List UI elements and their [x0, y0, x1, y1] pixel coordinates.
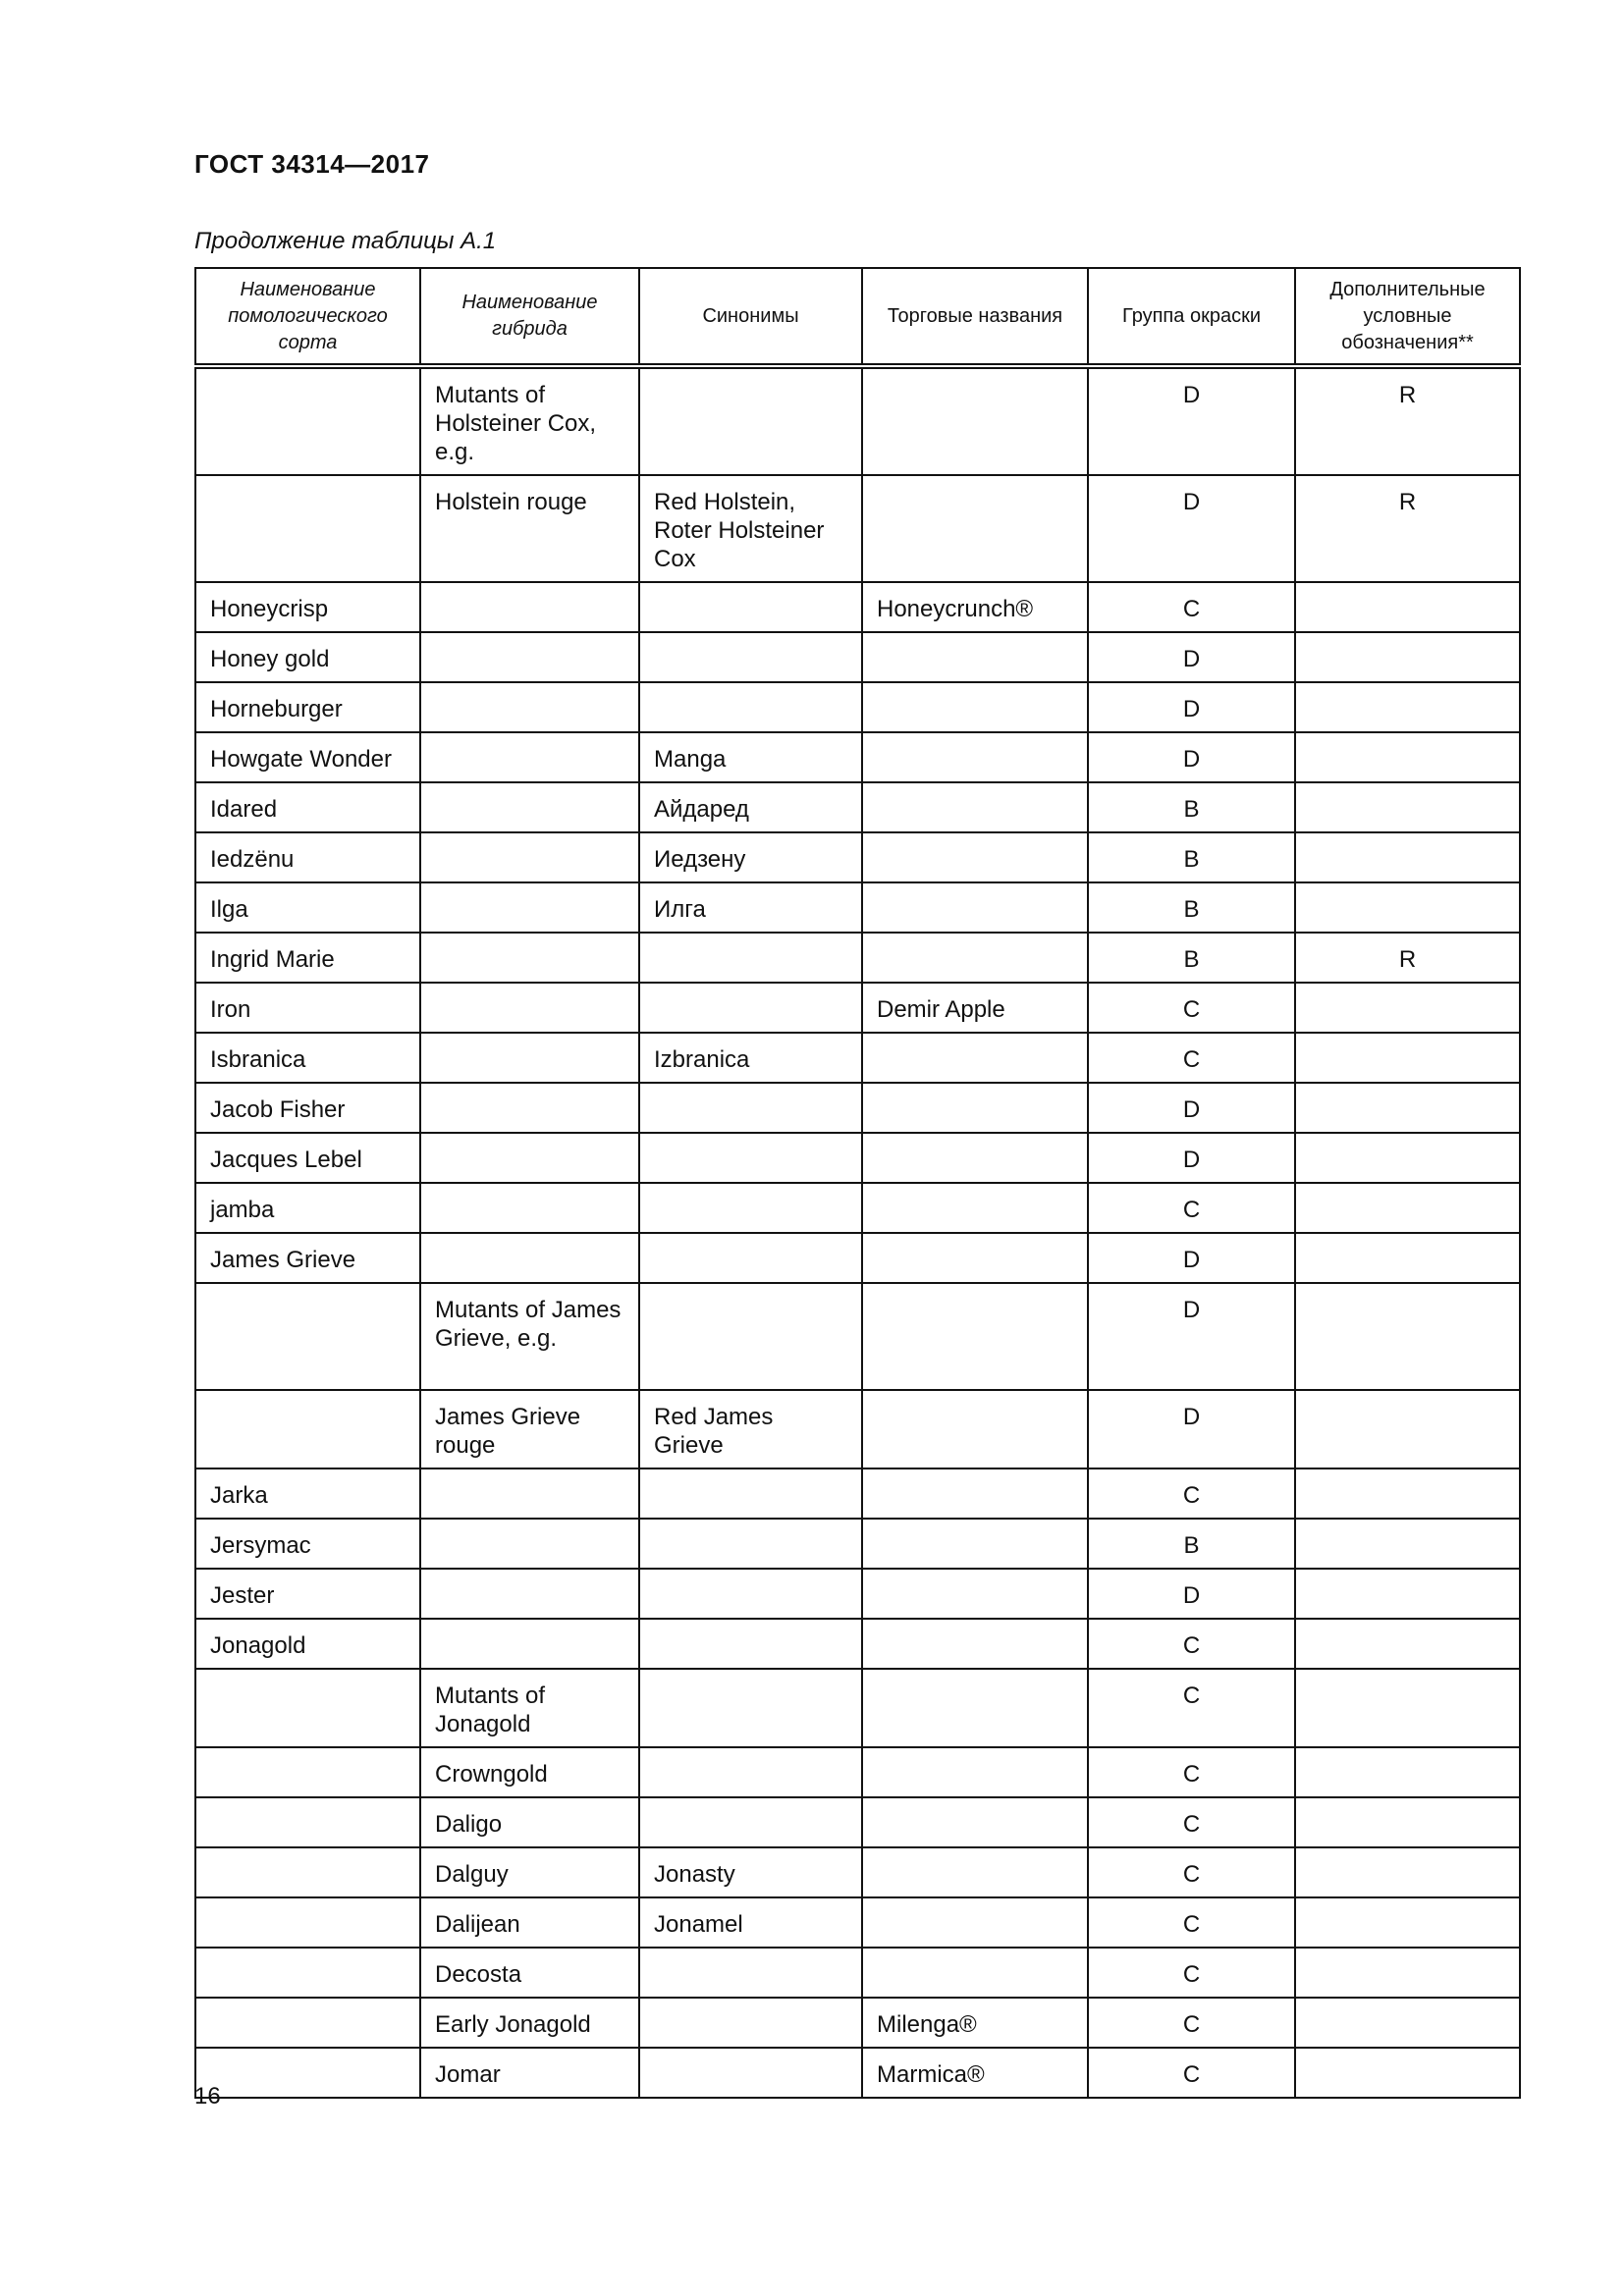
cell-pomological-variety: [195, 1847, 420, 1897]
cell-hybrid-name: Decosta: [420, 1948, 639, 1998]
cell-trade-names: Honeycrunch®: [862, 582, 1088, 632]
cell-hybrid-name: [420, 582, 639, 632]
table-row: [195, 632, 1520, 682]
table-row: [195, 882, 1520, 933]
cell-pomological-variety: [195, 1669, 420, 1747]
cell-hybrid-name: Early Jonagold: [420, 1998, 639, 2048]
cell-color-group: C: [1088, 1998, 1295, 2048]
cell-color-group: D: [1088, 1083, 1295, 1133]
table-row: [195, 1897, 1520, 1948]
cell-synonyms: [639, 1569, 862, 1619]
cell-trade-names: [862, 832, 1088, 882]
table-row: [195, 1183, 1520, 1233]
cell-color-group: C: [1088, 1183, 1295, 1233]
document-header: ГОСТ 34314—2017: [194, 149, 430, 179]
cell-color-group: B: [1088, 882, 1295, 933]
page-number: 16: [194, 2083, 221, 2109]
cell-additional-designations: [1295, 1948, 1520, 1998]
cell-trade-names: [862, 1133, 1088, 1183]
cell-hybrid-name: [420, 933, 639, 983]
cell-color-group: B: [1088, 832, 1295, 882]
table-row: [195, 1519, 1520, 1569]
cell-additional-designations: [1295, 1390, 1520, 1468]
cell-pomological-variety: James Grieve: [195, 1233, 420, 1283]
table-row: [195, 732, 1520, 782]
cell-hybrid-name: Mutants of Holsteiner Cox, e.g.: [420, 366, 639, 475]
cell-synonyms: [639, 1998, 862, 2048]
table-row: [195, 1390, 1520, 1468]
table-row: [195, 1468, 1520, 1519]
table-row: [195, 682, 1520, 732]
cell-hybrid-name: Mutants of James Grieve, e.g.: [420, 1283, 639, 1390]
cell-trade-names: [862, 933, 1088, 983]
table-row: [195, 1033, 1520, 1083]
cell-pomological-variety: Ilga: [195, 882, 420, 933]
header-additional-designations: Дополнительные условные обозначения**: [1295, 268, 1520, 366]
cell-pomological-variety: jamba: [195, 1183, 420, 1233]
cell-pomological-variety: Idared: [195, 782, 420, 832]
cell-additional-designations: [1295, 1569, 1520, 1619]
cell-synonyms: [639, 1797, 862, 1847]
cell-color-group: C: [1088, 1033, 1295, 1083]
cell-synonyms: [639, 1948, 862, 1998]
table-row: [195, 1747, 1520, 1797]
cell-pomological-variety: [195, 2048, 420, 2098]
cell-hybrid-name: [420, 1133, 639, 1183]
cell-color-group: D: [1088, 732, 1295, 782]
cell-trade-names: [862, 632, 1088, 682]
cell-color-group: C: [1088, 1897, 1295, 1948]
cell-color-group: D: [1088, 1390, 1295, 1468]
cell-color-group: C: [1088, 1847, 1295, 1897]
cell-hybrid-name: [420, 1569, 639, 1619]
cell-color-group: C: [1088, 2048, 1295, 2098]
cell-hybrid-name: [420, 1233, 639, 1283]
cell-trade-names: [862, 682, 1088, 732]
cell-synonyms: Jonasty: [639, 1847, 862, 1897]
cell-color-group: D: [1088, 1569, 1295, 1619]
cell-pomological-variety: Iedzënu: [195, 832, 420, 882]
cell-additional-designations: [1295, 1797, 1520, 1847]
cell-trade-names: [862, 1847, 1088, 1897]
header-pomological-variety: Наименование помологического сорта: [195, 268, 420, 366]
cell-additional-designations: [1295, 1183, 1520, 1233]
table-header-row: [195, 268, 1520, 366]
cell-synonyms: [639, 1133, 862, 1183]
cell-trade-names: [862, 1468, 1088, 1519]
cell-additional-designations: [1295, 1083, 1520, 1133]
cell-hybrid-name: [420, 882, 639, 933]
cell-pomological-variety: [195, 1897, 420, 1948]
cell-additional-designations: [1295, 1747, 1520, 1797]
table-row: [195, 832, 1520, 882]
cell-color-group: D: [1088, 1233, 1295, 1283]
cell-hybrid-name: [420, 983, 639, 1033]
cell-color-group: C: [1088, 1747, 1295, 1797]
cell-pomological-variety: Jersymac: [195, 1519, 420, 1569]
cell-color-group: C: [1088, 1619, 1295, 1669]
cell-color-group: C: [1088, 1797, 1295, 1847]
cell-synonyms: [639, 1519, 862, 1569]
cell-trade-names: [862, 732, 1088, 782]
cell-synonyms: Izbranica: [639, 1033, 862, 1083]
table-row: [195, 1233, 1520, 1283]
cell-pomological-variety: [195, 1390, 420, 1468]
cell-pomological-variety: [195, 1747, 420, 1797]
cell-color-group: B: [1088, 1519, 1295, 1569]
cell-hybrid-name: [420, 1519, 639, 1569]
cell-hybrid-name: [420, 732, 639, 782]
cell-pomological-variety: [195, 1998, 420, 2048]
cell-trade-names: [862, 1083, 1088, 1133]
cell-trade-names: [862, 1569, 1088, 1619]
cell-pomological-variety: Honey gold: [195, 632, 420, 682]
cell-trade-names: [862, 1519, 1088, 1569]
table-row: [195, 1847, 1520, 1897]
cell-color-group: D: [1088, 475, 1295, 582]
cell-hybrid-name: Dalijean: [420, 1897, 639, 1948]
cell-hybrid-name: [420, 682, 639, 732]
cell-pomological-variety: [195, 1797, 420, 1847]
cell-pomological-variety: Jacob Fisher: [195, 1083, 420, 1133]
cell-hybrid-name: Jomar: [420, 2048, 639, 2098]
cell-synonyms: [639, 582, 862, 632]
cell-trade-names: [862, 1183, 1088, 1233]
cell-color-group: C: [1088, 983, 1295, 1033]
cell-synonyms: [639, 983, 862, 1033]
cell-additional-designations: [1295, 782, 1520, 832]
header-synonyms: Синонимы: [639, 268, 862, 366]
cell-color-group: D: [1088, 682, 1295, 732]
cell-additional-designations: [1295, 1133, 1520, 1183]
cell-pomological-variety: Iron: [195, 983, 420, 1033]
table-row: [195, 2048, 1520, 2098]
cell-pomological-variety: Horneburger: [195, 682, 420, 732]
cell-additional-designations: R: [1295, 475, 1520, 582]
cell-hybrid-name: Dalguy: [420, 1847, 639, 1897]
cell-pomological-variety: Jester: [195, 1569, 420, 1619]
cell-additional-designations: [1295, 1519, 1520, 1569]
cell-synonyms: [639, 1669, 862, 1747]
table-body: [195, 366, 1520, 2098]
cell-hybrid-name: [420, 832, 639, 882]
cell-additional-designations: [1295, 1897, 1520, 1948]
table-row: [195, 1998, 1520, 2048]
cell-additional-designations: [1295, 1233, 1520, 1283]
cell-additional-designations: [1295, 1468, 1520, 1519]
cell-pomological-variety: Howgate Wonder: [195, 732, 420, 782]
cell-additional-designations: R: [1295, 366, 1520, 475]
cell-additional-designations: [1295, 1619, 1520, 1669]
cell-additional-designations: [1295, 632, 1520, 682]
cell-synonyms: [639, 1468, 862, 1519]
table-row: [195, 933, 1520, 983]
cell-hybrid-name: Mutants of Jonagold: [420, 1669, 639, 1747]
cell-synonyms: Иедзену: [639, 832, 862, 882]
cell-synonyms: Jonamel: [639, 1897, 862, 1948]
cell-synonyms: [639, 1083, 862, 1133]
cell-trade-names: [862, 1283, 1088, 1390]
table-row: [195, 1569, 1520, 1619]
cell-synonyms: Red James Grieve: [639, 1390, 862, 1468]
cell-hybrid-name: James Grieve rouge: [420, 1390, 639, 1468]
table-row: [195, 1619, 1520, 1669]
cell-color-group: C: [1088, 582, 1295, 632]
cell-hybrid-name: [420, 1619, 639, 1669]
cell-pomological-variety: [195, 1283, 420, 1390]
cell-synonyms: [639, 1183, 862, 1233]
cell-pomological-variety: Jarka: [195, 1468, 420, 1519]
table-row: [195, 475, 1520, 582]
cell-synonyms: [639, 632, 862, 682]
cell-synonyms: Red Holstein, Roter Holsteiner Cox: [639, 475, 862, 582]
cell-synonyms: [639, 1233, 862, 1283]
cell-trade-names: [862, 882, 1088, 933]
cell-synonyms: Айдаред: [639, 782, 862, 832]
cell-synonyms: [639, 1747, 862, 1797]
cell-additional-designations: [1295, 1847, 1520, 1897]
cell-pomological-variety: Jacques Lebel: [195, 1133, 420, 1183]
cell-trade-names: [862, 1619, 1088, 1669]
cell-additional-designations: [1295, 2048, 1520, 2098]
cell-additional-designations: [1295, 732, 1520, 782]
cell-color-group: C: [1088, 1669, 1295, 1747]
cell-synonyms: [639, 1619, 862, 1669]
cell-hybrid-name: Daligo: [420, 1797, 639, 1847]
cell-trade-names: Marmica®: [862, 2048, 1088, 2098]
cell-synonyms: Илга: [639, 882, 862, 933]
cell-color-group: B: [1088, 933, 1295, 983]
cell-additional-designations: [1295, 582, 1520, 632]
cell-trade-names: [862, 1669, 1088, 1747]
cell-synonyms: Manga: [639, 732, 862, 782]
cell-hybrid-name: [420, 1083, 639, 1133]
cell-additional-designations: [1295, 1033, 1520, 1083]
cell-trade-names: [862, 1897, 1088, 1948]
header-color-group: Группа окраски: [1088, 268, 1295, 366]
varieties-table: [194, 267, 1521, 2099]
cell-pomological-variety: Isbranica: [195, 1033, 420, 1083]
cell-trade-names: [862, 1390, 1088, 1468]
cell-trade-names: [862, 1948, 1088, 1998]
cell-synonyms: [639, 366, 862, 475]
cell-trade-names: [862, 1233, 1088, 1283]
cell-hybrid-name: [420, 1468, 639, 1519]
table-row: [195, 1948, 1520, 1998]
cell-color-group: D: [1088, 632, 1295, 682]
cell-pomological-variety: Jonagold: [195, 1619, 420, 1669]
cell-trade-names: [862, 475, 1088, 582]
cell-hybrid-name: Crowngold: [420, 1747, 639, 1797]
cell-trade-names: [862, 366, 1088, 475]
cell-trade-names: [862, 1747, 1088, 1797]
cell-hybrid-name: [420, 1033, 639, 1083]
cell-trade-names: Demir Apple: [862, 983, 1088, 1033]
cell-additional-designations: [1295, 983, 1520, 1033]
table-row: [195, 782, 1520, 832]
cell-pomological-variety: [195, 1948, 420, 1998]
cell-additional-designations: [1295, 1998, 1520, 2048]
cell-color-group: C: [1088, 1948, 1295, 1998]
cell-color-group: D: [1088, 1283, 1295, 1390]
table-row: [195, 582, 1520, 632]
cell-hybrid-name: [420, 782, 639, 832]
table-row: [195, 366, 1520, 475]
cell-trade-names: [862, 1797, 1088, 1847]
cell-trade-names: [862, 1033, 1088, 1083]
table-row: [195, 983, 1520, 1033]
table-row: [195, 1083, 1520, 1133]
cell-synonyms: [639, 933, 862, 983]
cell-trade-names: Milenga®: [862, 1998, 1088, 2048]
table-row: [195, 1797, 1520, 1847]
cell-color-group: C: [1088, 1468, 1295, 1519]
header-hybrid-name: Наименование гибрида: [420, 268, 639, 366]
cell-additional-designations: [1295, 832, 1520, 882]
table-row: [195, 1283, 1520, 1390]
cell-pomological-variety: Ingrid Marie: [195, 933, 420, 983]
cell-hybrid-name: Holstein rouge: [420, 475, 639, 582]
cell-pomological-variety: [195, 366, 420, 475]
cell-color-group: D: [1088, 1133, 1295, 1183]
cell-pomological-variety: Honeycrisp: [195, 582, 420, 632]
table-row: [195, 1133, 1520, 1183]
header-trade-names: Торговые названия: [862, 268, 1088, 366]
cell-additional-designations: [1295, 1669, 1520, 1747]
cell-additional-designations: [1295, 1283, 1520, 1390]
cell-additional-designations: [1295, 882, 1520, 933]
cell-synonyms: [639, 682, 862, 732]
cell-synonyms: [639, 1283, 862, 1390]
cell-color-group: D: [1088, 366, 1295, 475]
cell-synonyms: [639, 2048, 862, 2098]
table-caption: Продолжение таблицы А.1: [194, 228, 497, 254]
cell-hybrid-name: [420, 632, 639, 682]
cell-hybrid-name: [420, 1183, 639, 1233]
cell-additional-designations: R: [1295, 933, 1520, 983]
cell-color-group: B: [1088, 782, 1295, 832]
cell-pomological-variety: [195, 475, 420, 582]
cell-additional-designations: [1295, 682, 1520, 732]
cell-trade-names: [862, 782, 1088, 832]
table-row: [195, 1669, 1520, 1747]
